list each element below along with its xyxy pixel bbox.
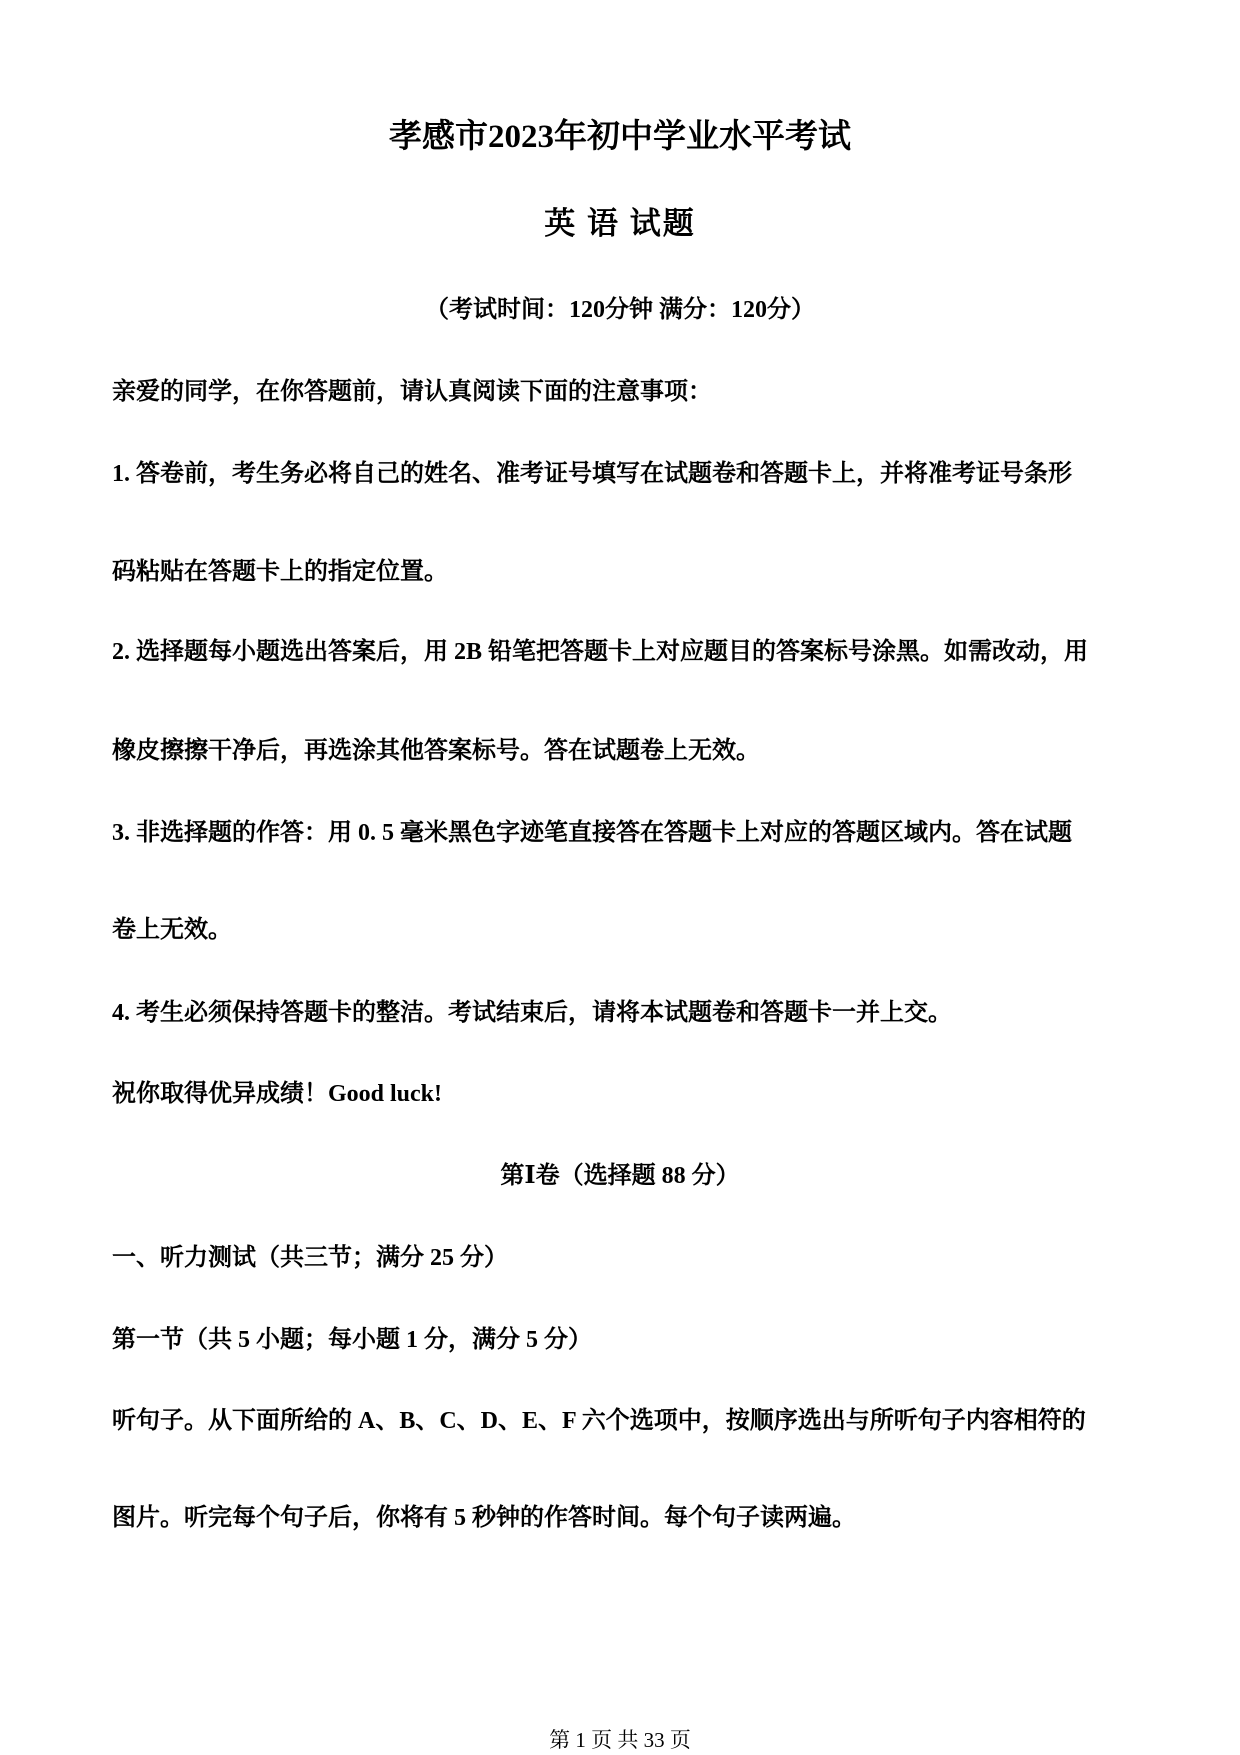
notice-line: 橡皮擦擦干净后，再选涂其他答案标号。答在试题卷上无效。 <box>112 738 760 764</box>
greeting: 亲爱的同学，在你答题前，请认真阅读下面的注意事项： <box>112 379 712 405</box>
instruction-line: 图片。听完每个句子后，你将有 5 秒钟的作答时间。每个句子读两遍。 <box>112 1505 856 1531</box>
subsection-heading: 第一节（共 5 小题；每小题 1 分，满分 5 分） <box>112 1327 592 1353</box>
document-title: 孝感市2023年初中学业水平考试 <box>389 119 851 155</box>
notice-line: 1. 答卷前，考生务必将自己的姓名、准考证号填写在试题卷和答题卡上，并将准考证号条形 <box>112 461 1072 487</box>
wish: 祝你取得优异成绩！Good luck! <box>112 1081 443 1107</box>
section-heading: 一、听力测试（共三节；满分 25 分） <box>112 1245 508 1271</box>
subject-title: 英 语 试题 <box>544 206 696 241</box>
notice-line: 4. 考生必须保持答题卡的整洁。考试结束后，请将本试题卷和答题卡一并上交。 <box>112 1000 952 1026</box>
notice-line: 3. 非选择题的作答：用 0. 5 毫米黑色字迹笔直接答在答题卡上对应的答题区域内。答在试题 <box>112 820 1072 846</box>
page-footer: 第 1 页 共 33 页 <box>549 1728 691 1752</box>
exam-info: （考试时间：120分钟 满分：120分） <box>425 297 815 323</box>
notice-line: 码粘贴在答题卡上的指定位置。 <box>112 559 448 585</box>
part-heading: 第Ⅰ卷（选择题 88 分） <box>500 1163 740 1189</box>
notice-line: 卷上无效。 <box>112 917 232 943</box>
instruction-line: 听句子。从下面所给的 A、B、C、D、E、F 六个选项中，按顺序选出与所听句子内容相符的 <box>112 1408 1086 1434</box>
notice-line: 2. 选择题每小题选出答案后，用 2B 铅笔把答题卡上对应题目的答案标号涂黑。如需改动，用 <box>112 639 1089 665</box>
